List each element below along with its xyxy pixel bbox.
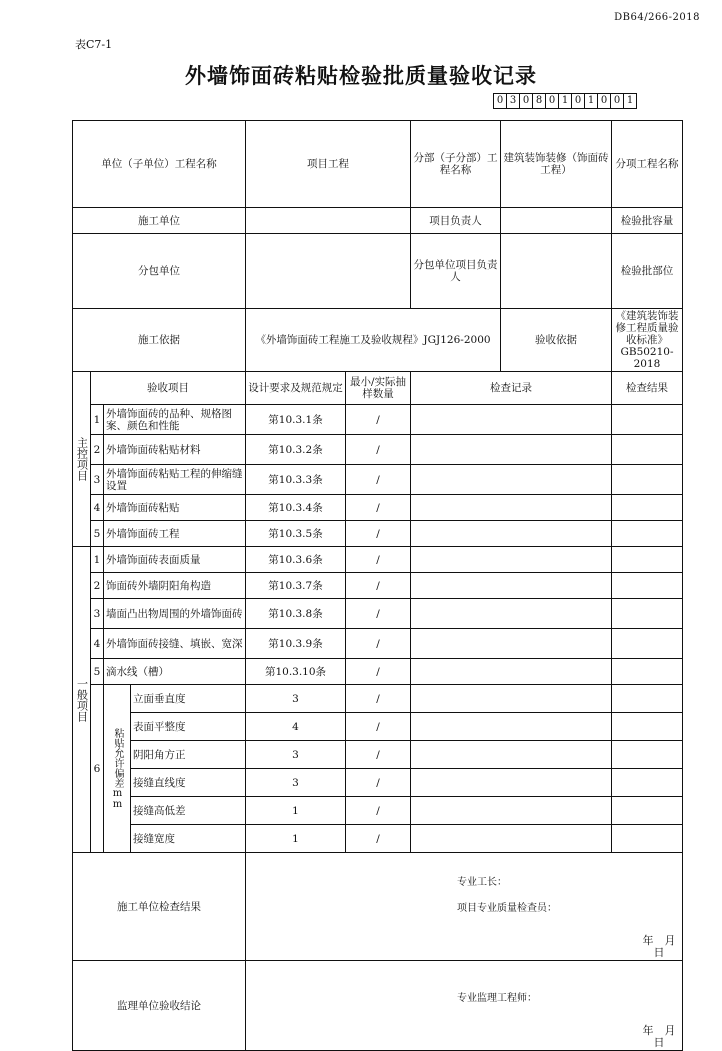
item-result[interactable]	[612, 629, 683, 659]
item-spec: 第10.3.6条	[246, 547, 346, 573]
item-result[interactable]	[612, 599, 683, 629]
item-record[interactable]	[411, 465, 612, 495]
table-row	[73, 573, 683, 599]
table-row	[73, 741, 683, 769]
item-result[interactable]	[612, 521, 683, 547]
main-control-label: 主控项目	[75, 437, 89, 481]
code-digit: 0	[494, 94, 507, 108]
item-no: 1	[91, 547, 104, 573]
item-record[interactable]	[411, 599, 612, 629]
item-spec: 第10.3.2条	[246, 435, 346, 465]
tolerance-record[interactable]	[411, 769, 612, 797]
tolerance-value: 1	[246, 825, 346, 853]
item-result[interactable]	[612, 547, 683, 573]
tolerance-name: 立面垂直度	[131, 685, 246, 713]
item-spec: 第10.3.7条	[246, 573, 346, 599]
tolerance-sample[interactable]: /	[346, 741, 411, 769]
general-items-label: 一般项目	[75, 677, 89, 722]
tolerance-result[interactable]	[612, 741, 683, 769]
subitem-label: 分项工程名称	[612, 121, 683, 208]
item-sample[interactable]: /	[346, 547, 411, 573]
batch-code-boxes	[493, 93, 637, 109]
code-digit: 0	[598, 94, 611, 108]
item-name: 外墙饰面砖粘贴工程的伸缩缝设置	[104, 465, 246, 495]
supervisor-conclusion-label: 监理单位验收结论	[73, 961, 246, 1051]
table-row	[73, 769, 683, 797]
item-spec: 第10.3.9条	[246, 629, 346, 659]
table-row	[73, 685, 683, 713]
item-no: 1	[91, 405, 104, 435]
tolerance-sample[interactable]: /	[346, 769, 411, 797]
item-name: 外墙饰面砖粘贴	[104, 495, 246, 521]
tolerance-value: 3	[246, 685, 346, 713]
item-name: 墙面凸出物周围的外墙饰面砖	[104, 599, 246, 629]
item-record[interactable]	[411, 405, 612, 435]
item-name: 外墙饰面砖工程	[104, 521, 246, 547]
item-name: 饰面砖外墙阴阳角构造	[104, 573, 246, 599]
item-no: 2	[91, 435, 104, 465]
item-result[interactable]	[612, 659, 683, 685]
code-digit: 0	[611, 94, 624, 108]
code-digit: 1	[626, 95, 634, 106]
tolerance-value: 4	[246, 713, 346, 741]
table-row	[73, 521, 683, 547]
item-no: 5	[91, 659, 104, 685]
supervising-engineer-label: 专业监理工程师：	[457, 993, 537, 1004]
code-digit: 8	[533, 94, 546, 108]
item-spec: 第10.3.3条	[246, 465, 346, 495]
construction-basis-value[interactable]: 《外墙饰面砖工程施工及验收规程》JGJ126-2000	[246, 309, 501, 372]
col-record-header: 检查记录	[411, 372, 612, 405]
tolerance-result[interactable]	[612, 713, 683, 741]
acceptance-basis-value[interactable]: 《建筑装饰装修工程质量验收标准》GB50210-2018	[612, 309, 683, 372]
item-name: 外墙饰面砖接缝、填嵌、宽深	[104, 629, 246, 659]
sub-pm-label: 分包单位项目负责人	[411, 234, 501, 309]
table-row	[73, 435, 683, 465]
item-no: 6	[91, 685, 104, 853]
tolerance-value: 1	[246, 797, 346, 825]
contractor-label: 施工单位	[73, 208, 246, 234]
col-spec-header: 设计要求及规范规定	[246, 372, 346, 405]
tolerance-sample[interactable]: /	[346, 685, 411, 713]
item-record[interactable]	[411, 573, 612, 599]
code-digit: 0	[546, 94, 559, 108]
item-sample[interactable]: /	[346, 573, 411, 599]
item-sample[interactable]: /	[346, 405, 411, 435]
inspection-record-table	[72, 120, 687, 1051]
col-result-header: 检查结果	[612, 372, 683, 405]
table-row	[73, 599, 683, 629]
item-name: 外墙饰面砖粘贴材料	[104, 435, 246, 465]
item-name: 滴水线（槽）	[104, 659, 246, 685]
tolerance-record[interactable]	[411, 741, 612, 769]
item-record[interactable]	[411, 495, 612, 521]
tolerance-name: 阴阳角方正	[131, 741, 246, 769]
table-row	[73, 713, 683, 741]
item-spec: 第10.3.5条	[246, 521, 346, 547]
quality-inspector-label: 项目专业质量检查员：	[457, 903, 557, 914]
item-sample[interactable]: /	[346, 629, 411, 659]
code-digit: 1	[559, 94, 572, 108]
table-row	[73, 797, 683, 825]
contractor-value[interactable]	[246, 208, 411, 234]
item-record[interactable]	[411, 521, 612, 547]
table-row	[73, 465, 683, 495]
item-no: 3	[91, 465, 104, 495]
tolerance-sample[interactable]: /	[346, 713, 411, 741]
acceptance-basis-label: 验收依据	[501, 309, 612, 372]
item-result[interactable]	[612, 573, 683, 599]
col-item-header: 验收项目	[91, 372, 246, 405]
table-row	[73, 547, 683, 573]
tolerance-name: 接缝直线度	[131, 769, 246, 797]
code-digit: 1	[585, 94, 598, 108]
tolerance-sample[interactable]: /	[346, 825, 411, 853]
batch-capacity-label: 检验批容量	[612, 208, 683, 234]
item-record[interactable]	[411, 629, 612, 659]
table-row	[73, 629, 683, 659]
item-spec: 第10.3.8条	[246, 599, 346, 629]
supervisor-signoff-area[interactable]	[246, 961, 687, 1051]
item-spec: 第10.3.1条	[246, 405, 346, 435]
item-record[interactable]	[411, 435, 612, 465]
item-record[interactable]	[411, 659, 612, 685]
item-sample[interactable]: /	[346, 495, 411, 521]
subcontractor-label: 分包单位	[73, 234, 246, 309]
item-sample[interactable]: /	[346, 435, 411, 465]
item-no: 4	[91, 629, 104, 659]
contractor-date: 年 月 日	[642, 934, 687, 959]
tolerance-group-label: 粘贴允许偏差mm	[112, 727, 123, 810]
tolerance-result[interactable]	[612, 825, 683, 853]
tolerance-value: 3	[246, 741, 346, 769]
code-digit: 3	[507, 94, 520, 108]
col-sample-header: 最小/实际抽样数量	[346, 372, 411, 405]
tolerance-result[interactable]	[612, 685, 683, 713]
construction-basis-label: 施工依据	[73, 309, 246, 372]
standard-code: DB64/266-2018	[614, 12, 700, 23]
item-result[interactable]	[612, 465, 683, 495]
item-record[interactable]	[411, 547, 612, 573]
tolerance-name: 接缝宽度	[131, 825, 246, 853]
item-sample[interactable]: /	[346, 465, 411, 495]
contractor-signoff-area[interactable]	[246, 853, 687, 961]
item-spec: 第10.3.4条	[246, 495, 346, 521]
tolerance-record[interactable]	[411, 825, 612, 853]
project-manager-value[interactable]	[501, 208, 612, 234]
item-result[interactable]	[612, 405, 683, 435]
contractor-check-label: 施工单位检查结果	[73, 853, 246, 961]
unit-name-value[interactable]: 项目工程	[246, 121, 411, 208]
division-label: 分部（子分部）工程名称	[411, 121, 501, 208]
item-name: 外墙饰面砖表面质量	[104, 547, 246, 573]
subcontractor-value[interactable]	[246, 234, 411, 309]
sub-pm-value[interactable]	[501, 234, 612, 309]
item-no: 5	[91, 521, 104, 547]
division-value[interactable]: 建筑装饰装修（饰面砖工程）	[501, 121, 612, 208]
item-spec: 第10.3.10条	[246, 659, 346, 685]
item-result[interactable]	[612, 435, 683, 465]
item-sample[interactable]: /	[346, 659, 411, 685]
table-row	[73, 405, 683, 435]
project-manager-label: 项目负责人	[411, 208, 501, 234]
tolerance-record[interactable]	[411, 797, 612, 825]
foreman-label: 专业工长：	[457, 877, 507, 888]
table-row	[73, 495, 683, 521]
code-digit: 0	[572, 94, 585, 108]
item-sample[interactable]: /	[346, 521, 411, 547]
form-number: 表C7-1	[75, 38, 113, 51]
item-name: 外墙饰面砖的品种、规格图案、颜色和性能	[104, 405, 246, 435]
tolerance-value: 3	[246, 769, 346, 797]
tolerance-record[interactable]	[411, 713, 612, 741]
tolerance-name: 接缝高低差	[131, 797, 246, 825]
table-row	[73, 825, 683, 853]
form-title: 外墙饰面砖粘贴检验批质量验收记录	[185, 63, 537, 88]
tolerance-result[interactable]	[612, 769, 683, 797]
unit-name-label: 单位（子单位）工程名称	[73, 121, 246, 208]
supervisor-date: 年 月 日	[642, 1024, 687, 1049]
tolerance-sample[interactable]: /	[346, 797, 411, 825]
tolerance-result[interactable]	[612, 797, 683, 825]
tolerance-name: 表面平整度	[131, 713, 246, 741]
item-no: 2	[91, 573, 104, 599]
item-no: 4	[91, 495, 104, 521]
batch-part-label: 检验批部位	[612, 234, 683, 309]
item-sample[interactable]: /	[346, 599, 411, 629]
item-no: 3	[91, 599, 104, 629]
table-row	[73, 659, 683, 685]
code-digit: 0	[520, 94, 533, 108]
tolerance-record[interactable]	[411, 685, 612, 713]
item-result[interactable]	[612, 495, 683, 521]
